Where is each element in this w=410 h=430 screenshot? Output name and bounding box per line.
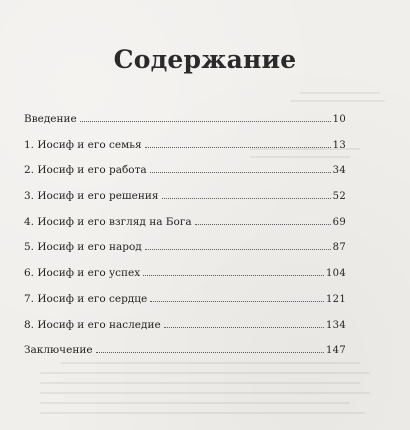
show-through-text bbox=[40, 372, 370, 374]
dot-leader bbox=[80, 121, 331, 122]
toc-page-number: 52 bbox=[332, 191, 346, 203]
dot-leader bbox=[195, 224, 331, 225]
toc-page-number: 34 bbox=[332, 165, 346, 177]
toc-entry-title: 4. Иосиф и его взгляд на Бога bbox=[24, 215, 192, 228]
dot-leader bbox=[164, 327, 324, 328]
toc-entry-title: 7. Иосиф и его сердце bbox=[24, 292, 148, 305]
toc-entry-title: 5. Иосиф и его народ bbox=[24, 241, 142, 254]
toc-entry-chapter-4 bbox=[24, 210, 346, 236]
show-through-text bbox=[40, 382, 360, 384]
page-title: Содержание bbox=[113, 45, 297, 74]
toc-entry-title: Заключение bbox=[24, 344, 93, 357]
toc-page-number: 87 bbox=[332, 242, 346, 254]
toc-page-number: 134 bbox=[326, 319, 346, 331]
toc-page-number: 104 bbox=[326, 268, 346, 280]
toc-entry-chapter-3 bbox=[24, 184, 346, 210]
toc-entry-chapter-2 bbox=[24, 158, 346, 184]
toc-entry-chapter-1 bbox=[24, 133, 346, 159]
show-through-text bbox=[40, 402, 350, 404]
toc-entry-conclusion bbox=[24, 338, 346, 364]
toc-entry-title: 1. Иосиф и его семья bbox=[24, 138, 142, 151]
show-through-text bbox=[300, 92, 380, 94]
table-of-contents bbox=[24, 107, 346, 364]
dot-leader bbox=[150, 172, 331, 173]
dot-leader bbox=[96, 352, 324, 353]
toc-entry-title: 3. Иосиф и его решения bbox=[24, 190, 159, 203]
toc-page-number: 13 bbox=[332, 139, 346, 151]
show-through-text bbox=[40, 412, 365, 414]
toc-page-number: 147 bbox=[326, 345, 346, 357]
toc-entry-chapter-8 bbox=[24, 313, 346, 339]
show-through-text bbox=[40, 392, 370, 394]
toc-entry-chapter-6 bbox=[24, 261, 346, 287]
toc-page-number: 121 bbox=[326, 293, 346, 305]
toc-entry-title: 2. Иосиф и его работа bbox=[24, 164, 147, 177]
toc-entry-title: 6. Иосиф и его успех bbox=[24, 267, 141, 280]
toc-entry-chapter-7 bbox=[24, 287, 346, 313]
dot-leader bbox=[150, 301, 324, 302]
show-through-text bbox=[290, 100, 385, 102]
toc-entry-chapter-5 bbox=[24, 235, 346, 261]
dot-leader bbox=[143, 275, 324, 276]
toc-entry-title: 8. Иосиф и его наследие bbox=[24, 318, 161, 331]
dot-leader bbox=[145, 249, 331, 250]
toc-entry-title: Введение bbox=[24, 113, 77, 125]
toc-entry-introduction bbox=[24, 107, 346, 133]
toc-page-number: 10 bbox=[332, 114, 346, 125]
dot-leader bbox=[162, 198, 331, 199]
toc-page-number: 69 bbox=[332, 216, 346, 228]
dot-leader bbox=[145, 147, 331, 148]
